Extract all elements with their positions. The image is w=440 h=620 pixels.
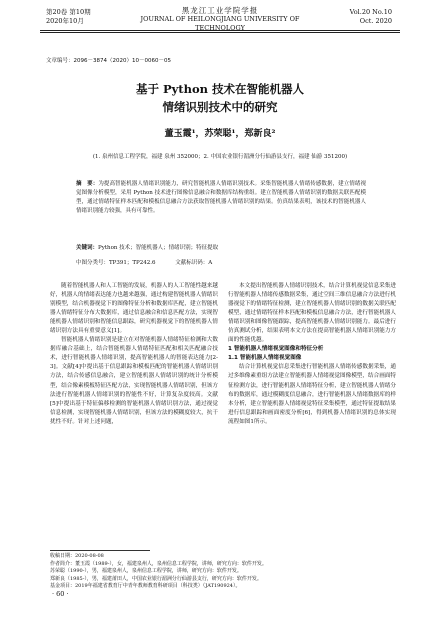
abstract-label: 摘 要： — [76, 181, 99, 187]
keywords-text: Python 技术；智能机器人；情绪识别；特征提取 — [98, 245, 219, 251]
footnote-rule — [50, 550, 150, 551]
header-journal-en: JOURNAL OF HEILONGJIANG UNIVERSITY OF TECHNOLOGY — [140, 15, 300, 32]
body-paragraph: 随着智能机器人和人工智能的发展，机器人的人工智能性越来越好，机器人的情绪表达能力也越来越强，通过构建智能机器人情绪识别模型，结合机器视觉下的图像特征分析和数据库匹配，建立智能机器人情绪特征分布大数据库，通过信息融合和信息匹配方法，实现智能机器人情绪识别和智能信息跟踪，研究机器视觉下的智能机器人情绪识别方法具有重要意义[1]。 — [50, 283, 218, 335]
header-left — [46, 8, 91, 26]
header-right — [350, 8, 392, 26]
body-column-left — [50, 282, 218, 427]
header-date-cn: 2020年10月 — [46, 17, 84, 25]
classification — [76, 258, 366, 266]
article-number: 文章编号：2096－3874（2020）10－0060－05 — [46, 58, 171, 64]
body-paragraph: 本文提出智能机器人情绪识别技术，结合计算机视觉信息采集进行智能机器人情绪传感数据采集，通过空间三维信息融合方法进行机器视觉下的情绪特征检测，建立智能机器人情绪识别的数据关联匹配模型，通过情绪特征样本匹配和模板信息融合方法，进行智能机器人情绪识别和图像智能跟踪，提高智能机器人情绪识别能力。最后进行仿真测试分析，结果表明本文方法在提高智能机器人情绪识别能力方面的性能优越。 — [228, 283, 396, 344]
page-number: · 60 · — [52, 590, 69, 598]
clc-number: 中图分类号：TP391；TP242.6 — [76, 260, 156, 266]
journal-header — [0, 0, 440, 46]
body-paragraph: 结合计算机视觉信息采集进行智能机器人情绪传感数据采集，通过多维像素重组方法建立智能机器人情绪视觉图像模型，结合画面特征检测方法，进行智能机器人情绪特征分析，建立智能机器人情绪分布的数据库，通过模糊度信息融合，进行智能机器人情绪数据库的样本分析，建立智能机器人情绪视觉特征采集模型，通过特征提取结果进行信息跟踪和画面密度分析[6]，得到机器人情绪识别的总体实现流程如图1所示。 — [228, 364, 396, 425]
abstract — [76, 180, 366, 216]
body-column-right — [228, 282, 396, 427]
header-volume-en: Vol.20 No.10 — [349, 8, 392, 16]
header-rule-thin — [40, 32, 400, 33]
footnote: 收稿日期：2020-08-08 作者简介：董玉霞（1989-），女，福建泉州人，泉州信息工程学院，讲师，研究方向：软件开发。 苏荣聪（1990-），男，福建泉州人，泉州信息工程学院，讲师，研究方向：软件开发。 郑新良（1985-），男，福建莆田人，中国农业银行湄洲分行仙游县支行，研究方向：软件开发。 基金项目：2019年福建省教育厅中青年教师教育科研项目（科技类）（JAT190924）。 — [50, 553, 267, 589]
header-date-en: Oct. 2020 — [359, 17, 392, 25]
abstract-text: 为提高智能机器人情绪识别能力，研究智能机器人情绪识别技术。采集智能机器人情绪传感数据，建立情绪视觉图像分析模型，采用 Python 技术进行图像信息融合和数据库结构重组。建立智能机器人情绪识别的数据关联匹配模型，通过情绪特征样本匹配和模板信息融合方法获取智能机器人情绪识别的结果。仿真结果表明，该技术的智能机器人情绪识别能力较强，具有可靠性。 — [76, 181, 366, 214]
header-journal-cn: 黑龙江工业学院学报 — [181, 6, 259, 15]
title-line-1: 基于 Python 技术在智能机器人 — [135, 82, 305, 96]
subsection-heading: 1.1 智能机器人情绪视觉图像 — [228, 355, 302, 362]
author-list: 董玉霞¹，苏荣聪¹，郑新良² — [164, 129, 276, 139]
title-line-2: 情绪识别技术中的研究 — [162, 100, 278, 114]
document-code: 文献标识码：A — [175, 260, 213, 266]
header-rule-thick — [40, 30, 400, 31]
affiliation: (1. 泉州信息工程学院，福建 泉州 352000；2. 中国农业银行湄洲分行仙游县支行，福建 仙游 351200) — [92, 154, 348, 160]
keywords — [76, 244, 366, 253]
body-paragraph: 智能机器人情绪识别是建立在对智能机器人情绪特征检测和大数据库融合基础上，结合智能机器人情绪特征匹配和相关匹配融合技术，进行智能机器人情绪识别，提高智能机器人的智能表达能力[2-3]。文献[4]中提出基于信息跟踪和模板匹配的智能机器人情绪识别方法，结合传感信息融合，建立智能机器人情绪识别的统计分析模型，结合像素模板特征匹配方法，实现智能机器人情绪识别，但该方法进行智能机器人情绪识别的智能性不好，计算复杂度较高。文献[5]中提出基于特征偏移检测的智能机器人情绪识别方法，通过视觉信息检测，实现智能机器人情绪识别，但该方法的模糊度较大，抗干扰性不好。针对上述问题， — [50, 337, 218, 425]
header-center — [120, 6, 320, 33]
paper-title — [0, 80, 440, 116]
section-heading: 1 智能机器人情绪视觉图像和特征分析 — [228, 346, 324, 353]
keywords-label: 关键词： — [76, 245, 99, 251]
header-volume-cn: 第20卷 第10期 — [46, 8, 91, 16]
